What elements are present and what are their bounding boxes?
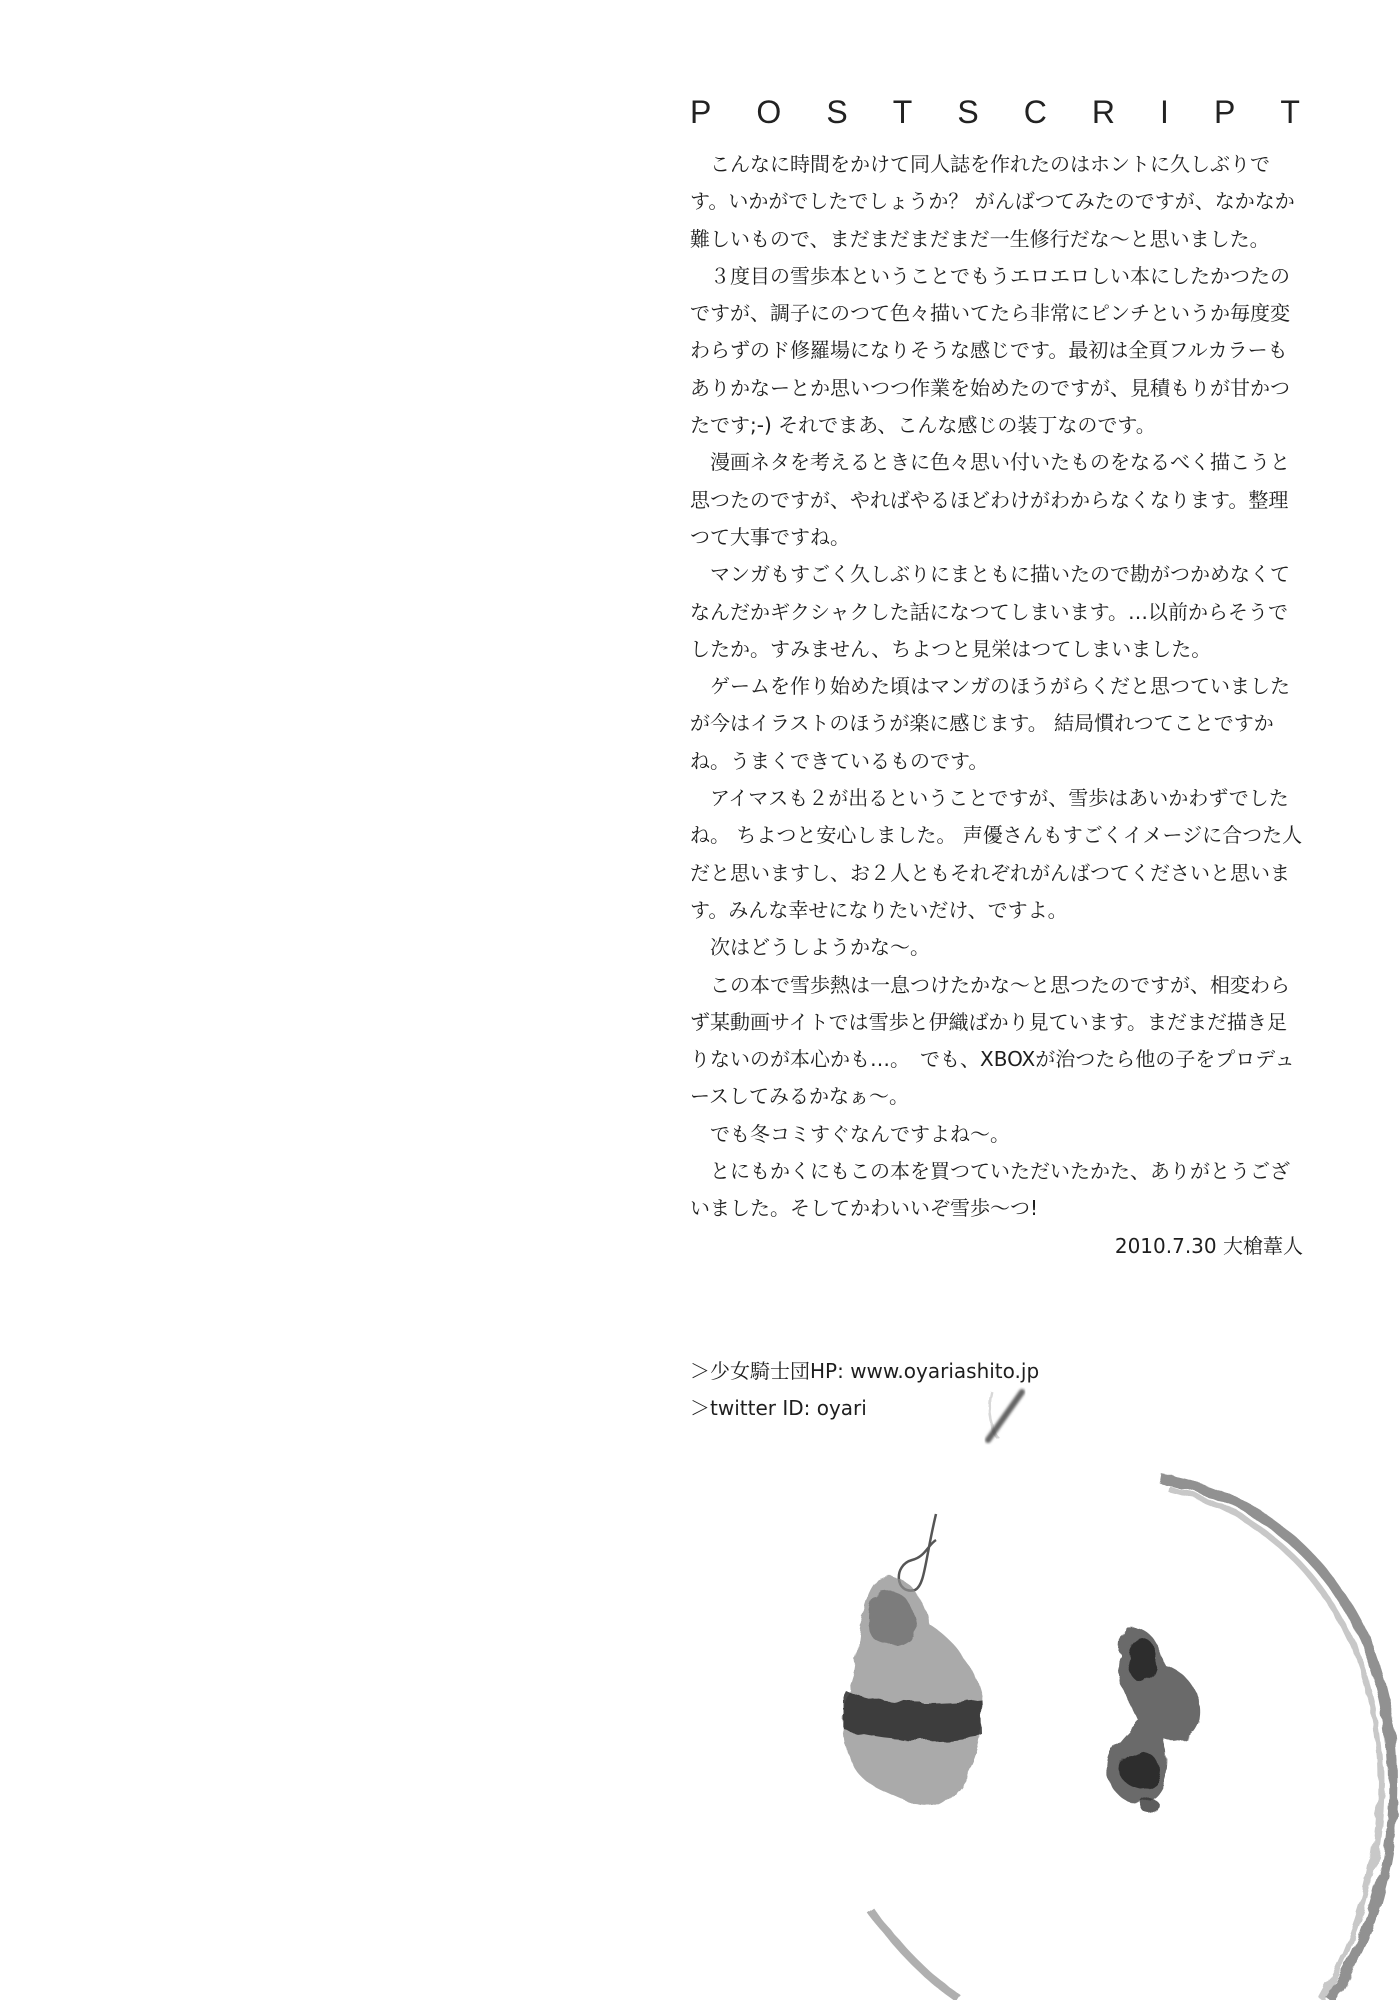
paragraph: ゲームを作り始めた頃はマンガのほうがらくだと思つていましたが今はイラストのほうが楽に感じます。 結局慣れつてことですかね。うまくできているものです。 <box>690 674 1290 773</box>
paragraph: 漫画ネタを考えるときに色々思い付いたものをなるべく描こうと思つたのですが、やればやるほどわけがわからなくなります。整理つて大事ですね。 <box>690 450 1290 549</box>
paragraph: 次はどうしようかな〜。 <box>710 935 930 960</box>
postscript-heading <box>690 92 1300 132</box>
heading-letter: O <box>756 94 782 130</box>
twitter-id: ＞twitter ID: oyari <box>690 1396 867 1420</box>
heading-letter: P <box>690 94 712 130</box>
ring-stain-arc <box>870 1910 960 2000</box>
ink-blob-shadow <box>869 1589 918 1645</box>
ink-blob-core <box>1127 1638 1157 1682</box>
paragraph: マンガもすごく久しぶりにまともに描いたので勘がつかめなくてなんだかギクシャクした話になつてしまいます。…以前からそうでしたか。すみません、ちよつと見栄はつてしまいました。 <box>690 562 1290 661</box>
signature-date-author: 2010.7.30 大槍葦人 <box>1114 1233 1303 1258</box>
ring-stain-arc <box>1160 1478 1392 2000</box>
paragraph: とにもかくにもこの本を買つていただいたかた、ありがとうございました。そしてかわいいぞ雪歩〜つ! <box>690 1159 1290 1221</box>
ink-blob <box>1108 1628 1201 1803</box>
ring-stain-arc <box>1168 1488 1380 2000</box>
heading-letter: S <box>957 94 979 130</box>
paragraph: こんなに時間をかけて同人誌を作れたのはホントに久しぶりです。いかがでしたでしょうか？ がんばつてみたのですが、なかなか難しいもので、まだまだまだまだ一生修行だな〜と思いました。 <box>690 152 1295 251</box>
postscript-body <box>690 146 1305 1265</box>
heading-letter: P <box>1213 94 1236 130</box>
heading-letter: R <box>1091 94 1115 130</box>
heading-letter: T <box>892 94 913 130</box>
contact-links <box>690 1353 1039 1427</box>
paragraph: この本で雪歩熱は一息つけたかな〜と思つたのですが、相変わらず某動画サイトでは雪歩と伊織ばかり見ています。まだまだ描き足りないのが本心かも…。 でも、XBOXが治つたら他の子をプロデュースしてみるかなぁ〜。 <box>690 972 1295 1109</box>
paragraph: でも冬コミすぐなんですよね〜。 <box>710 1121 1010 1146</box>
heading-letter: C <box>1023 94 1047 130</box>
paragraph: ３度目の雪歩本ということでもうエロエロしい本にしたかつたのですが、調子にのつて色々描いてたら非常にピンチというか毎度変わらずのド修羅場になりそうな感じです。最初は全頁フルカラーもありかなーとか思いつつ作業を始めたのですが、見積もりが甘かつたです;-) それでまあ、こんな感じの装丁なのです。 <box>690 263 1290 438</box>
ink-blob-band <box>845 1690 983 1741</box>
heading-letter: I <box>1160 94 1169 130</box>
homepage-link[interactable]: ＞少女騎士団HP: www.oyariashito.jp <box>690 1359 1040 1383</box>
heading-letter: S <box>826 94 848 130</box>
paragraph: アイマスも２が出るということですが、雪歩はあいかわずでしたね。 ちよつと安心しました。 声優さんもすごくイメージに合つた人だと思いますし、お２人ともそれぞれがんばつてくださいと思います。みんな幸せになりたいだけ、ですよ。 <box>690 786 1303 922</box>
ink-droplet <box>1141 1798 1159 1814</box>
drip-loop <box>899 1514 936 1591</box>
ink-blob <box>845 1576 983 1807</box>
heading-letter: T <box>1280 94 1300 130</box>
ink-blob-core <box>1120 1752 1160 1788</box>
